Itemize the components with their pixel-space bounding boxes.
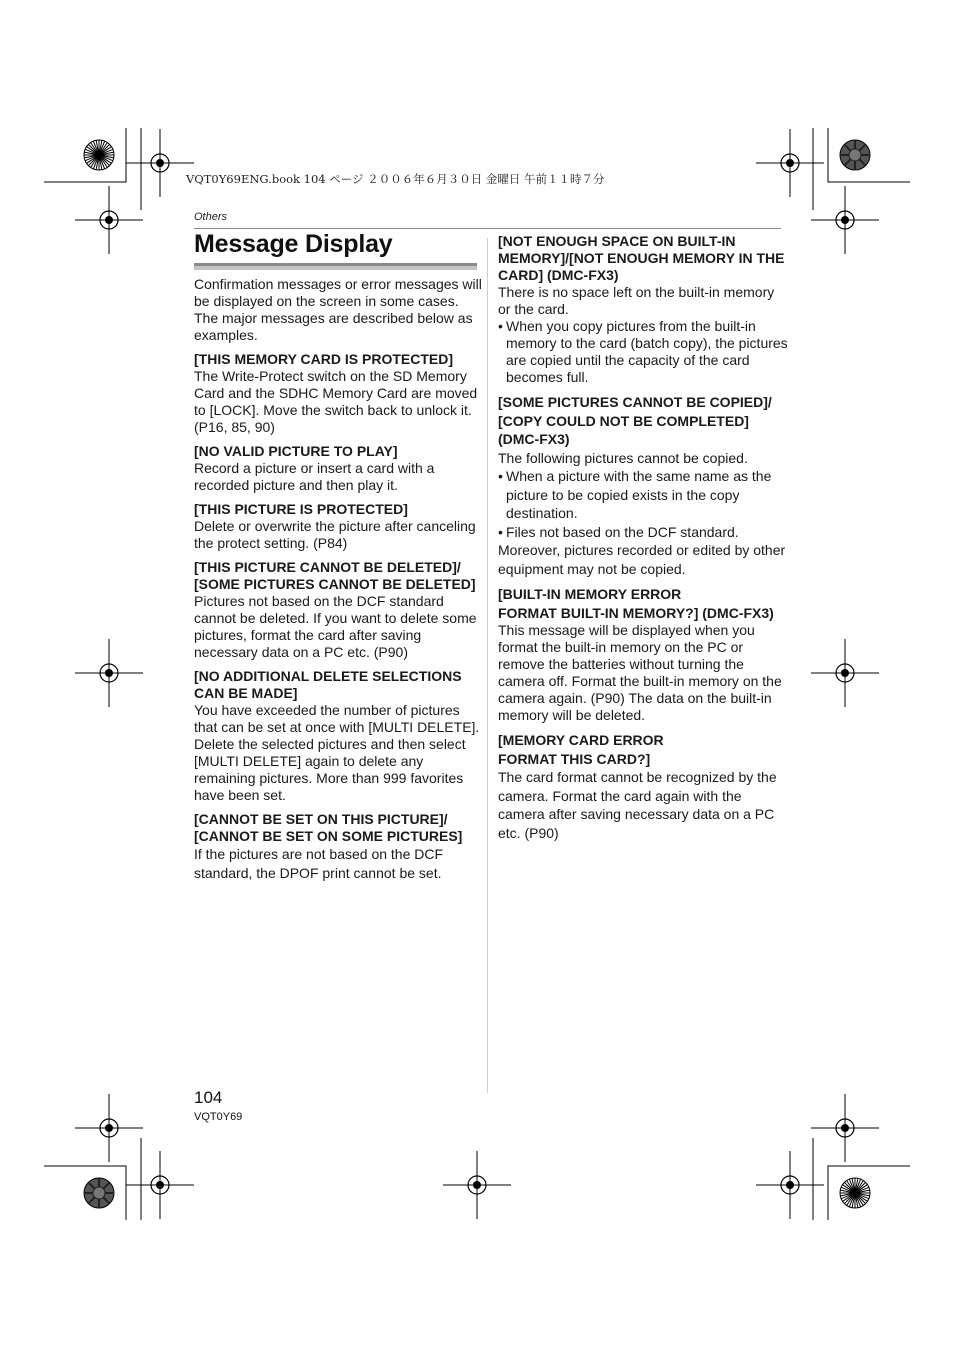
message-description: Record a picture or insert a card with a recorded picture and then play it. — [194, 460, 435, 493]
message-description: You have exceeded the number of pictures that can be set at once with [MULTI DELETE]. Delete the selected pictures and then select [MULTI DELETE] again to delete any remaining pictures. More than 999 favorites have been set. — [194, 702, 480, 803]
message-entry — [498, 233, 788, 386]
intro-paragraph: The major messages are described below as examples. — [194, 310, 473, 343]
message-description: Pictures not based on the DCF standard cannot be deleted. If you want to delete some pictures, format the card after saving necessary data on a PC etc. (P90) — [194, 593, 477, 660]
message-entry — [194, 351, 484, 436]
bullet-item: • Files not based on the DCF standard. — [498, 523, 739, 540]
message-heading: FORMAT BUILT-IN MEMORY?] (DMC-FX3) — [498, 604, 774, 621]
bullet-item: • When you copy pictures from the built-in memory to the card (batch copy), the pictures are copied until the capacity of the card becomes full. — [498, 318, 788, 385]
message-description: The following pictures cannot be copied. — [498, 449, 748, 466]
message-heading: [CANNOT BE SET ON THIS PICTURE]/ [CANNOT BE SET ON SOME PICTURES] — [194, 811, 463, 844]
print-info-line: VQT0Y69ENG.book 104 ページ ２００６年６月３０日 金曜日 午前１１時７分 — [186, 172, 605, 186]
message-heading: [BUILT-IN MEMORY ERROR — [498, 586, 682, 602]
message-entry — [194, 501, 484, 552]
message-heading: [MEMORY CARD ERROR — [498, 732, 664, 748]
column-divider — [487, 238, 488, 1093]
message-entry — [498, 393, 788, 578]
message-heading: [THIS PICTURE CANNOT BE DELETED]/ [SOME PICTURES CANNOT BE DELETED] — [194, 559, 476, 592]
top-divider — [194, 228, 781, 229]
right-column — [498, 233, 788, 849]
message-description: The Write-Protect switch on the SD Memory Card and the SDHC Memory Card are moved to [LOCK]. Move the switch back to unlock it. (P16, 85, 90) — [194, 368, 478, 435]
bullet-list — [498, 318, 788, 386]
message-note: Moreover, pictures recorded or edited by other equipment may not be copied. — [498, 542, 786, 577]
message-heading: FORMAT THIS CARD?] — [498, 750, 651, 767]
title-underline-bar — [194, 263, 477, 270]
intro-paragraph: Confirmation messages or error messages will be displayed on the screen in some cases. — [194, 276, 482, 309]
message-description: This message will be displayed when you format the built-in memory on the PC or remove the batteries without turning the camera off. Format the built-in memory on the camera again. (P90) The data on the built-in memory will be deleted. — [498, 622, 782, 723]
message-description: Delete or overwrite the picture after canceling the protect setting. (P84) — [194, 518, 476, 551]
message-entry — [194, 668, 484, 804]
bullet-list — [498, 467, 788, 541]
message-heading: [NO ADDITIONAL DELETE SELECTIONS CAN BE MADE] — [194, 668, 462, 701]
section-label: Others — [194, 211, 228, 223]
message-description: There is no space left on the built-in memory or the card. — [498, 284, 775, 317]
left-column — [194, 276, 484, 889]
model-code: VQT0Y69 — [194, 1111, 243, 1123]
message-entry — [498, 585, 788, 724]
message-heading: [COPY COULD NOT BE COMPLETED] (DMC-FX3) — [498, 412, 749, 447]
message-entry — [194, 559, 484, 661]
page-number: 104 — [194, 1088, 223, 1107]
message-heading: [NO VALID PICTURE TO PLAY] — [194, 443, 398, 459]
page-title: Message Display — [194, 230, 393, 258]
message-heading: [SOME PICTURES CANNOT BE COPIED]/ — [498, 394, 772, 410]
message-entry — [194, 811, 484, 882]
message-description: The card format cannot be recognized by the camera. Format the card again with the camera after saving necessary data on a PC etc. (P90) — [498, 769, 777, 841]
intro-text — [194, 276, 484, 344]
message-description: If the pictures are not based on the DCF standard, the DPOF print cannot be set. — [194, 846, 444, 881]
message-heading: [THIS PICTURE IS PROTECTED] — [194, 501, 408, 517]
message-heading: [THIS MEMORY CARD IS PROTECTED] — [194, 351, 454, 367]
message-heading: [NOT ENOUGH SPACE ON BUILT-IN MEMORY]/[NOT ENOUGH MEMORY IN THE CARD] (DMC-FX3) — [498, 233, 785, 283]
message-entry — [194, 443, 484, 494]
message-entry — [498, 731, 788, 842]
bullet-item: • When a picture with the same name as the picture to be copied exists in the copy destination. — [498, 468, 772, 521]
